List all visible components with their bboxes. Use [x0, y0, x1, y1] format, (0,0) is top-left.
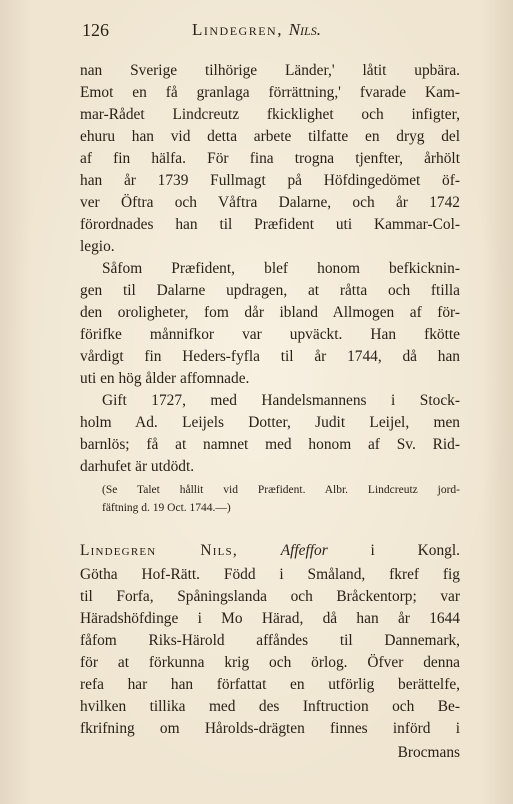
- source-note-line: (Se Talet hållit vid Præfident. Albr. Lindcreutz jord-: [102, 484, 460, 496]
- text-line: Götha Hof-Rätt. Född i Småland, fkref fig: [80, 566, 460, 583]
- running-head: [192, 20, 321, 40]
- text-line: mar-Rådet Lindcreutz fkicklighet och infigter,: [80, 106, 460, 123]
- text-line: fkrifning om Hårolds-drägten finnes införd i: [80, 720, 460, 737]
- page-number: 126: [82, 20, 109, 40]
- entry-heading-line: [80, 538, 460, 564]
- catchword: Brocmans: [397, 744, 460, 761]
- text-line: Häradshöfdinge i Mo Härad, då han år 1644: [80, 610, 460, 627]
- entry-heading-rest: i Kongl.: [370, 542, 460, 559]
- text-line: holm Ad. Leijels Dotter, Judit Leijel, men: [80, 414, 460, 431]
- running-head-surname: Lindegren,: [192, 20, 283, 39]
- text-line: hvilken tillika med des Inftruction och Be-: [80, 698, 460, 715]
- paragraph-start-line: Gift 1727, med Handelsmannens i Stock-: [102, 392, 460, 409]
- text-line: förifke månnifkor var upväckt. Han fkötte: [80, 326, 460, 343]
- text-line: refa har han författat en utförlig berättelfe,: [80, 676, 460, 693]
- text-line: darhufet är utdödt.: [80, 458, 195, 475]
- entry-heading-name: Lindegren Nils,: [80, 542, 238, 559]
- text-line: til Forfa, Spåningslanda och Bråckentorp; var: [80, 588, 460, 605]
- text-line: af fin hälfa. För fina trogna tjenfter, århölt: [80, 150, 460, 167]
- text-line: Emot en få granlaga förrättning,' fvarade Kam-: [80, 84, 460, 101]
- text-line: barnlös; få at namnet med honom af Sv. Rid-: [80, 436, 460, 453]
- text-line: förordnades han til Præfident uti Kammar-Col-: [80, 216, 460, 233]
- source-note-line: fäftning d. 19 Oct. 1744.—): [102, 502, 231, 514]
- text-line: legio.: [80, 238, 115, 255]
- text-line: fåfom Riks-Härold affåndes til Dannemark,: [80, 632, 460, 649]
- text-line: gen til Dalarne updragen, at råtta och ftilla: [80, 282, 460, 299]
- text-line: nan Sverige tilhörige Länder,' låtit upbära.: [80, 62, 460, 79]
- text-line: ver Öftra och Våftra Dalarne, och år 1742: [80, 194, 460, 211]
- text-line: uti en hög ålder affomnade.: [80, 370, 250, 387]
- page-header: [82, 20, 462, 44]
- paragraph-start-line: Såfom Præfident, blef honom befkicknin-: [102, 260, 460, 277]
- text-line: han år 1739 Fullmagt på Höfdingedömet öf-: [80, 172, 460, 189]
- entry-heading-title: Affeffor: [280, 542, 328, 559]
- text-line: vårdigt fin Heders-fyfla til år 1744, då han: [80, 348, 460, 365]
- text-line: ehuru han vid detta arbete tilfatte en dryg del: [80, 128, 460, 145]
- text-line: den oroligheter, fom dår ibland Allmogen af för-: [80, 304, 460, 321]
- running-head-given-name: Nils.: [288, 20, 321, 39]
- text-line: för at förkunna krig och örlog. Öfver denna: [80, 654, 460, 671]
